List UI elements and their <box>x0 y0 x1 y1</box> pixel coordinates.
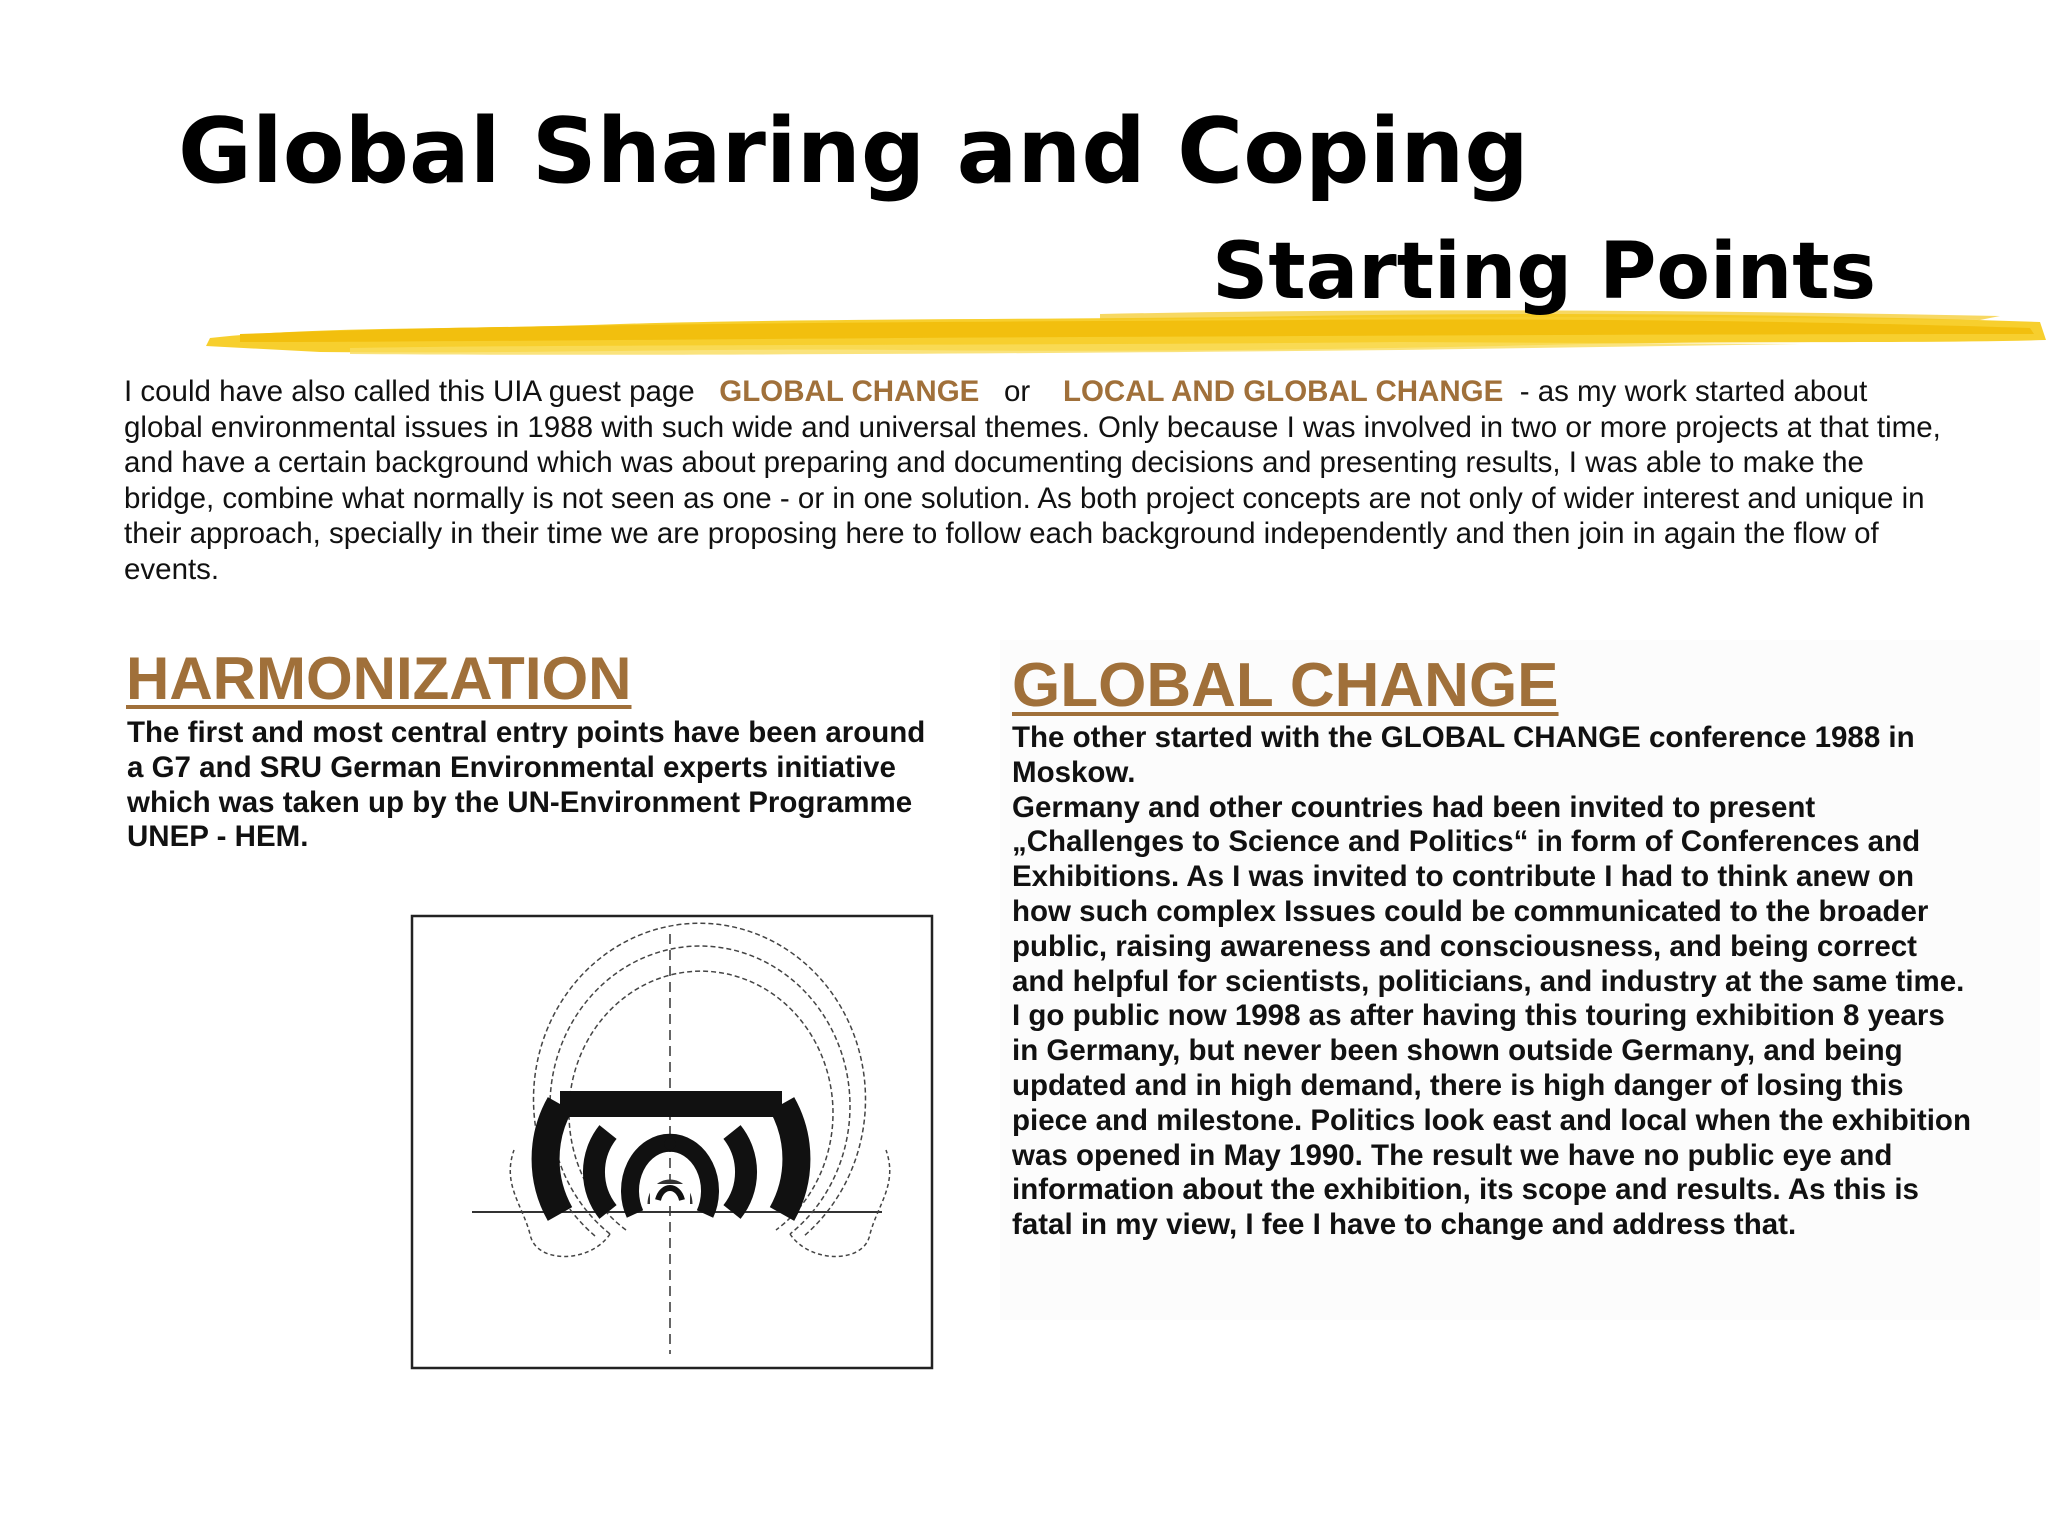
intro-or: or <box>1003 375 1031 408</box>
global-change-text <box>1012 721 1972 1243</box>
harmonization-text: The first and most central entry points have been around a G7 and SRU German Environmental experts initiative which was taken up by the UN-Environment Programme UNEP - HEM. <box>127 716 926 854</box>
intro-highlight-global-change: GLOBAL CHANGE <box>719 375 980 408</box>
global-change-paragraph-2: Germany and other countries had been invited to present „Challenges to Science and Politics“ in form of Conferences and Exhibitions. As I was invited to contribute I had to think anew on how such complex Issues could be communicated to the broader public, raising awareness and consciousness, and being correct and helpful for scientists, politicians, and industry at the same time. I go public now 1998 as after having this touring exhibition 8 years in Germany, but never been shown outside Germany, and being updated and in high demand, there is high danger of losing this piece and milestone. Politics look east and local when the exhibition was opened in May 1990. The result we have no public eye and information about the exhibition, its scope and results. As this is fatal in my view, I fee I have to change and address that. <box>1012 790 1971 1242</box>
page-title: Global Sharing and Coping <box>178 99 1529 204</box>
global-change-heading: GLOBAL CHANGE <box>1012 651 1559 720</box>
intro-text-rest: - as my work started about global environmental issues in 1988 with such wide and universal themes. Only because I was involved in two or more projects at that time, and have a certain background which was about preparing and documenting decisions and presenting results, I was able to make the bridge, combine what normally is not seen as one - or in one solution. As both project concepts are not only of wider interest and unique in their approach, specially in their time we are proposing here to follow each background independently and then join in again the flow of events. <box>124 375 1941 586</box>
labyrinth-logo-drawing <box>410 914 934 1370</box>
intro-highlight-local-global-change: LOCAL AND GLOBAL CHANGE <box>1062 375 1504 408</box>
global-change-paragraph-1: The other started with the GLOBAL CHANGE conference 1988 in Moskow. <box>1012 721 1915 789</box>
harmonization-heading: HARMONIZATION <box>126 645 632 712</box>
intro-paragraph <box>124 374 1954 587</box>
page-subtitle: Starting Points <box>1212 227 1876 317</box>
intro-text-start: I could have also called this UIA guest page <box>124 375 695 408</box>
